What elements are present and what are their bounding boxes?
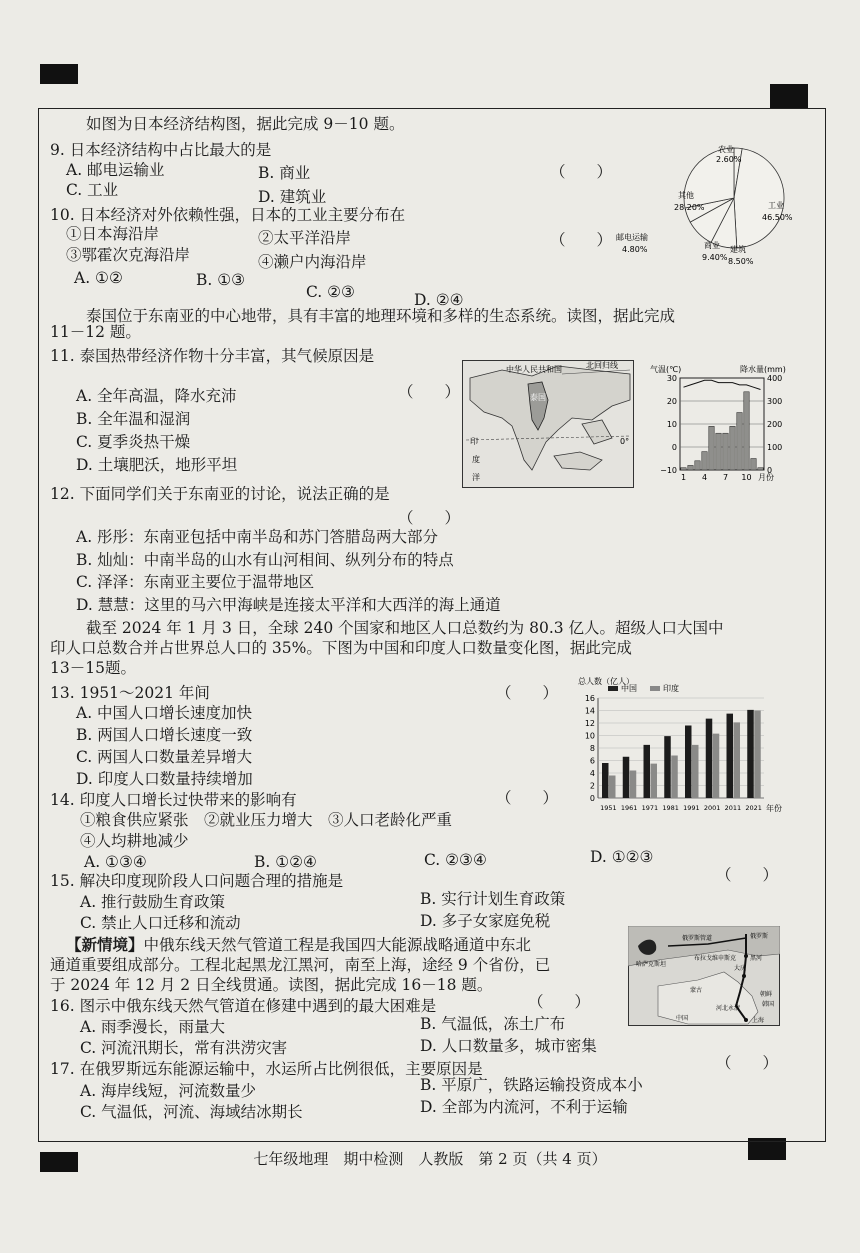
pipe-label-hebei: 河北永清 [716, 1005, 741, 1012]
q12-option-d: D. 慧慧：这里的马六甲海峡是连接太平洋和大西洋的海上通道 [76, 596, 501, 614]
q17-option-a: A. 海岸线短，河流数量少 [80, 1082, 257, 1100]
pie-label-agri: 农业 [718, 145, 734, 154]
question-13: 13. 1951～2021 年间 [50, 684, 210, 702]
q14-answer-paren[interactable]: （ ） [496, 789, 559, 807]
climate-right-tick: 300 [767, 397, 783, 406]
q16-option-b: B. 气温低，冻土广布 [420, 1015, 566, 1033]
question-14: 14. 印度人口增长过快带来的影响有 [50, 791, 297, 809]
pie-label-post-value: 4.80% [622, 245, 648, 254]
pipe-label-dprk: 朝鲜 [760, 991, 773, 998]
precip-bar-10 [744, 392, 749, 470]
population-y-tick: 2 [589, 781, 595, 791]
population-bar-印度-1961 [630, 771, 637, 799]
q16-answer-paren[interactable]: （ ） [528, 993, 591, 1011]
q9-option-b: B. 商业 [258, 164, 311, 182]
q13-option-c: C. 两国人口数量差异增大 [76, 748, 253, 766]
climate-x-tick: 10 [741, 473, 752, 482]
pipe-label-mongolia: 蒙古 [690, 987, 703, 994]
q14-option-4: ④人均耕地减少 [80, 832, 189, 850]
q14-choice-d: D. ①②③ [590, 848, 654, 866]
q13-option-b: B. 两国人口增长速度一致 [76, 726, 253, 744]
population-x-tick: 1971 [641, 804, 659, 812]
pie-label-other-value: 28.20% [674, 203, 705, 212]
population-x-tick: 2001 [703, 804, 721, 812]
q13-option-d: D. 印度人口数量持续增加 [76, 770, 253, 788]
population-legend-china: 中国 [621, 684, 637, 693]
q9-option-c: C. 工业 [66, 181, 119, 199]
intro-13-15-line1: 截至 2024 年 1 月 3 日，全球 240 个国家和地区人口总数约为 80.3 亿人。超级人口大国中 [86, 619, 724, 637]
pipe-label-korea: 韩国 [762, 1001, 775, 1008]
population-y-tick: 12 [584, 719, 595, 728]
q14-choice-c: C. ②③④ [424, 851, 487, 869]
question-12: 12. 下面同学们关于东南亚的讨论，说法正确的是 [50, 485, 390, 503]
q14-choice-a: A. ①③④ [84, 853, 147, 871]
pipe-label-daqing: 大庆 [734, 965, 747, 972]
precip-bar-9 [737, 413, 742, 471]
q10-choice-a: A. ①② [74, 269, 123, 287]
population-x-tick: 1961 [620, 804, 638, 812]
population-x-tick: 2011 [724, 804, 742, 812]
precip-bar-8 [730, 426, 735, 470]
population-bar-中国-2011 [727, 714, 734, 798]
question-11: 11. 泰国热带经济作物十分丰富，其气候原因是 [50, 347, 375, 365]
question-17: 17. 在俄罗斯远东能源运输中，水运所占比例很低，主要原因是 [50, 1060, 483, 1078]
climate-right-tick: 100 [767, 443, 783, 452]
population-bar-中国-2021 [747, 710, 754, 798]
climate-x-tick: 1 [680, 473, 687, 482]
map-label-tropic: 北回归线 [586, 361, 618, 370]
new-context-tag: 【新情境】 [66, 935, 144, 954]
corner-mark-top-right [770, 84, 808, 108]
question-16: 16. 图示中俄东线天然气管道在修建中遇到的最大困难是 [50, 997, 437, 1015]
q10-option-3: ③鄂霍次克海沿岸 [66, 246, 191, 264]
precip-bar-4 [702, 452, 707, 470]
q11-answer-paren[interactable]: （ ） [398, 383, 461, 401]
population-y-tick: 14 [584, 706, 595, 716]
population-bar-中国-1981 [664, 736, 671, 798]
population-x-tick: 2021 [745, 804, 762, 812]
population-x-tick: 1981 [662, 804, 679, 812]
question-15: 15. 解决印度现阶段人口问题合理的措施是 [50, 872, 344, 890]
map-label-thailand: 泰国 [530, 393, 546, 402]
pipe-label-china: 中国 [676, 1015, 689, 1022]
precip-bar-5 [709, 426, 714, 470]
population-y-tick: 4 [589, 769, 595, 778]
population-bar-中国-1951 [602, 763, 609, 798]
pie-label-post: 邮电运输 [616, 233, 648, 242]
q11-option-d: D. 土壤肥沃，地形平坦 [76, 456, 238, 474]
precip-bar-7 [723, 433, 728, 470]
map-label-china: 中华人民共和国 [506, 365, 562, 374]
intro-11-12-line1: 泰国位于东南亚的中心地带，具有丰富的地理环境和多样的生态系统。读图，据此完成 [86, 307, 676, 325]
pipe-label-russian-pipeline: 俄罗斯管道 [682, 935, 713, 942]
climate-right-tick: 200 [767, 420, 783, 429]
population-bar-印度-2011 [734, 722, 741, 798]
pie-label-ind: 工业 [768, 201, 784, 210]
page-footer: 七年级地理 期中检测 人教版 第 2 页（共 4 页） [253, 1150, 607, 1168]
map-label-india-1: 印 [470, 437, 478, 446]
population-chart [578, 676, 796, 818]
q12-option-a: A. 彤彤：东南亚包括中南半岛和苏门答腊岛两大部分 [76, 528, 439, 546]
climate-right-tick: 400 [767, 374, 783, 383]
population-bar-中国-1961 [623, 757, 630, 798]
japan-economy-pie-chart [612, 140, 812, 280]
q14-options-1-3: ①粮食供应紧张 ②就业压力增大 ③人口老龄化严重 [80, 811, 453, 829]
q12-option-c: C. 泽泽：东南亚主要位于温带地区 [76, 573, 315, 591]
pie-label-com: 商业 [704, 241, 720, 250]
precip-bar-3 [695, 461, 700, 470]
temperature-line [684, 380, 761, 389]
climate-left-tick: −10 [660, 466, 677, 475]
population-bar-印度-1951 [609, 776, 616, 799]
precip-bar-2 [688, 465, 693, 470]
q15-answer-paren[interactable]: （ ） [716, 866, 779, 884]
q10-option-2: ②太平洋沿岸 [258, 229, 352, 247]
climate-ylabel-right: 降水量(mm) [740, 365, 786, 374]
climate-x-tick: 7 [722, 473, 729, 482]
population-y-tick: 8 [589, 744, 595, 753]
climate-left-tick: 30 [666, 374, 677, 383]
corner-mark-top-left [40, 64, 78, 84]
q11-option-a: A. 全年高温，降水充沛 [76, 387, 237, 405]
population-y-tick: 6 [589, 756, 595, 766]
intro-13-15-line3: 13－15题。 [50, 659, 136, 677]
q10-choice-d: D. ②④ [414, 291, 464, 309]
q14-choice-b: B. ①②④ [254, 853, 317, 871]
climate-left-tick: 10 [666, 420, 677, 429]
q12-answer-paren[interactable]: （ ） [398, 509, 461, 527]
intro-16-18-text: 中俄东线天然气管道工程是我国四大能源战略通道中东北 [143, 936, 532, 954]
q17-answer-paren[interactable]: （ ） [716, 1054, 779, 1072]
population-bar-中国-2001 [706, 719, 713, 798]
q9-answer-paren[interactable]: （ ） [550, 163, 613, 181]
population-yunit: 总人数（亿人） [578, 677, 634, 686]
pie-label-com-value: 9.40% [702, 253, 728, 262]
q10-choice-b: B. ①③ [196, 271, 246, 289]
q16-option-c: C. 河流汛期长，常有洪涝灾害 [80, 1039, 288, 1057]
question-9: 9. 日本经济结构中占比最大的是 [50, 141, 272, 159]
pipe-label-kazakhstan: 哈萨克斯坦 [636, 961, 667, 968]
q17-option-b: B. 平原广，铁路运输投资成本小 [420, 1076, 643, 1094]
population-y-tick: 16 [584, 694, 595, 703]
climate-right-tick: 0 [767, 466, 773, 475]
population-xunit: 年份 [766, 804, 782, 813]
q10-choice-c: C. ②③ [306, 283, 355, 301]
q15-option-c: C. 禁止人口迁移和流动 [80, 914, 241, 932]
precip-bar-11 [751, 459, 756, 471]
population-bar-印度-1971 [651, 764, 658, 798]
q11-option-c: C. 夏季炎热干燥 [76, 433, 191, 451]
population-legend-india: 印度 [663, 684, 679, 693]
population-bar-中国-1991 [685, 726, 692, 799]
intro-9-10: 如图为日本经济结构图，据此完成 9－10 题。 [86, 115, 405, 133]
population-bar-中国-1971 [644, 745, 651, 798]
climate-left-tick: 0 [671, 443, 677, 452]
q13-option-a: A. 中国人口增长速度加快 [76, 704, 253, 722]
population-bar-印度-1991 [692, 745, 699, 798]
population-bar-印度-2001 [713, 734, 720, 798]
q12-option-b: B. 灿灿：中南半岛的山水有山河相间、纵列分布的特点 [76, 551, 454, 569]
intro-11-12-line2: 11－12 题。 [50, 323, 141, 341]
intro-16-18-line2: 通道重要组成部分。工程北起黑龙江黑河，南至上海，途经 9 个省份，已 [50, 956, 551, 974]
pipe-label-blagoveshchensk: 布拉戈维申斯克 [694, 955, 737, 962]
pie-label-agri-value: 2.60% [716, 155, 742, 164]
population-x-tick: 1951 [600, 804, 617, 812]
q11-option-b: B. 全年温和湿润 [76, 410, 191, 428]
precip-bar-12 [758, 468, 763, 470]
precip-bar-1 [681, 468, 686, 470]
population-y-tick: 0 [589, 794, 595, 803]
pie-label-ind-value: 46.50% [762, 213, 793, 222]
map-label-india-2: 度 [472, 455, 480, 464]
population-x-tick: 1991 [683, 804, 700, 812]
q13-answer-paren[interactable]: （ ） [496, 684, 559, 702]
pie-label-other: 其他 [678, 191, 694, 200]
population-bar-印度-1981 [671, 756, 678, 799]
q15-option-a: A. 推行鼓励生育政策 [80, 893, 226, 911]
q10-answer-paren[interactable]: （ ） [550, 231, 613, 249]
q17-option-c: C. 气温低，河流、海域结冰期长 [80, 1103, 303, 1121]
q10-option-4: ④濑户内海沿岸 [258, 253, 367, 271]
intro-16-18-line3: 于 2024 年 12 月 2 日全线贯通。读图，据此完成 16－18 题。 [50, 976, 493, 994]
q9-option-a: A. 邮电运输业 [66, 161, 165, 179]
pipeline-map [628, 926, 780, 1026]
q16-option-d: D. 人口数量多，城市密集 [420, 1037, 597, 1055]
southeast-asia-map [462, 360, 634, 488]
population-y-tick: 10 [584, 731, 595, 741]
q16-option-a: A. 雨季漫长，雨量大 [80, 1018, 226, 1036]
climate-x-unit: 月份 [758, 473, 774, 482]
precip-bar-6 [716, 433, 721, 470]
pie-label-cons-value: 8.50% [728, 257, 754, 266]
population-bar-印度-2021 [754, 711, 761, 799]
q10-option-1: ①日本海沿岸 [66, 225, 160, 243]
pipe-label-russia: 俄罗斯 [750, 933, 769, 940]
pie-slice-工业 [734, 149, 784, 248]
q15-option-d: D. 多子女家庭免税 [420, 912, 551, 930]
pipe-label-shanghai: 上海 [752, 1017, 765, 1024]
q17-option-d: D. 全部为内流河，不利于运输 [420, 1098, 628, 1116]
map-label-zero: 0° [620, 437, 630, 446]
pipe-label-heihe: 黑河 [750, 955, 763, 962]
intro-13-15-line2: 印人口总数合并占世界总人口的 35%。下图为中国和印度人口数量变化图，据此完成 [50, 639, 632, 657]
climate-left-tick: 20 [666, 397, 677, 406]
climate-ylabel-left: 气温(℃) [650, 365, 682, 374]
climate-chart [648, 362, 798, 492]
intro-16-18-line1 [66, 935, 531, 955]
pie-label-cons: 建筑 [730, 245, 746, 254]
q15-option-b: B. 实行计划生育政策 [420, 890, 566, 908]
q9-option-d: D. 建筑业 [258, 188, 327, 206]
question-10: 10. 日本经济对外依赖性强，日本的工业主要分布在 [50, 206, 406, 224]
map-label-india-3: 洋 [472, 473, 480, 482]
climate-x-tick: 4 [701, 473, 708, 482]
